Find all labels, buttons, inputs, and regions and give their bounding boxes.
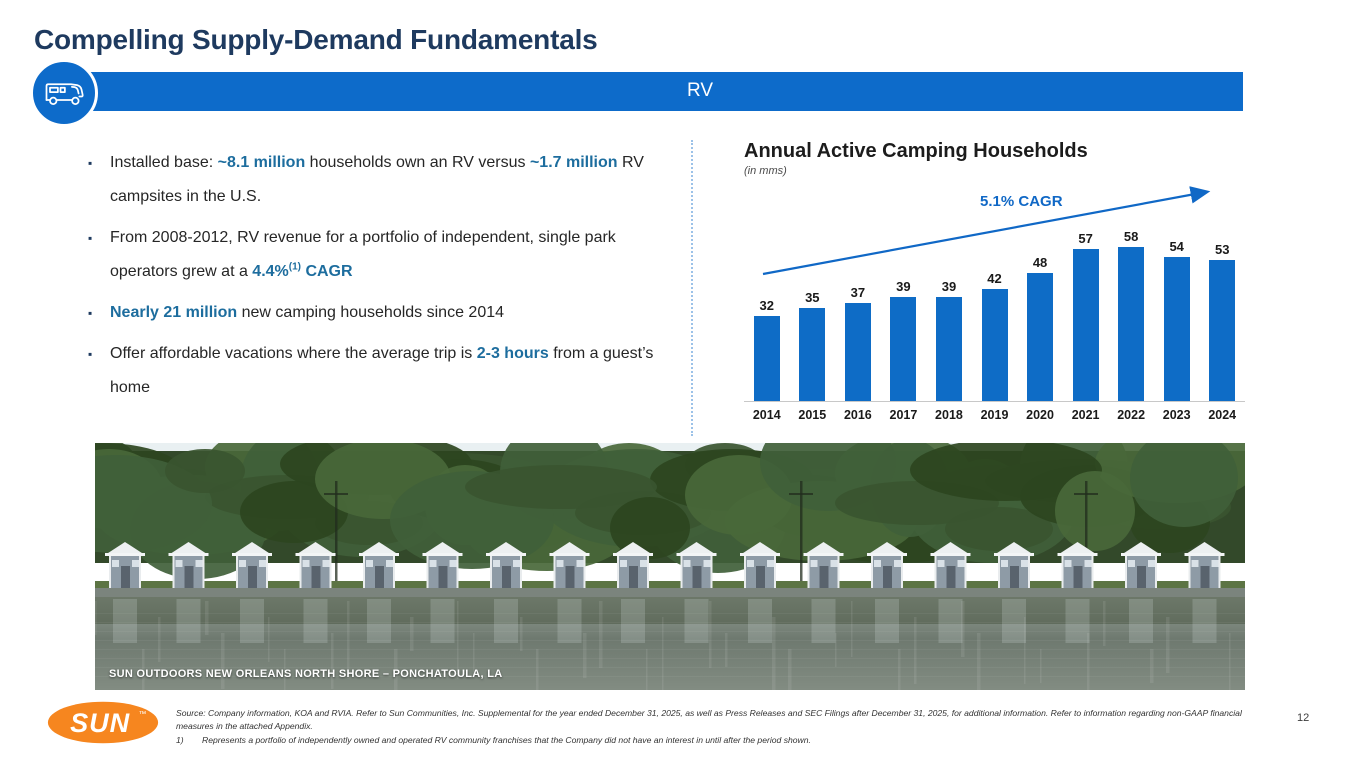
chart-subtitle: (in mms)	[744, 165, 787, 177]
chart-years	[744, 408, 1245, 422]
rv-section-banner	[60, 72, 1243, 111]
photo-scene	[95, 443, 1245, 690]
source-note: Source: Company information, KOA and RVIA. Refer to Sun Communities, Inc. Supplemental for the year ended December 31, 2025, as well as Press Releases and SEC Filings after December 31, 2025, for additional information. Refer to information regarding non-GAAP financial measures in the attached Appendix.	[176, 708, 1242, 732]
camping-households-chart	[744, 140, 1245, 422]
bullet-text: Nearly 21 million new camping households since 2014	[110, 304, 505, 321]
page-number: 12	[1297, 712, 1310, 724]
rv-motorhome-icon	[43, 78, 85, 108]
sun-logo	[45, 699, 161, 746]
bullet-item	[88, 296, 668, 330]
sun-logo-tm: ™	[138, 709, 147, 719]
bullet-marker: ▪	[88, 347, 93, 361]
bar-value-label: 39	[941, 279, 957, 295]
bullet-item	[88, 337, 668, 405]
bar-value-label: 37	[850, 284, 866, 300]
cagr-trend-arrow	[744, 183, 1245, 402]
bullet-item	[88, 221, 668, 289]
x-axis-label: 2018	[935, 408, 963, 422]
bar-value-label: 57	[1078, 231, 1093, 247]
cagr-annotation: 5.1% CAGR	[980, 193, 1063, 210]
footnote-number: 1)	[176, 734, 184, 745]
bar-value-label: 48	[1032, 255, 1048, 271]
x-axis-label: 2020	[1026, 408, 1054, 422]
chart-title: Annual Active Camping Households	[744, 140, 1088, 162]
x-axis-label: 2014	[752, 408, 781, 422]
rv-icon-badge	[30, 59, 98, 127]
x-axis-label: 2017	[889, 408, 918, 422]
bar-value-label: 54	[1169, 239, 1184, 255]
x-axis-label: 2024	[1208, 408, 1237, 422]
bullet-text: Offer affordable vacations where the average trip is 2-3 hours from a guest’s home	[110, 345, 654, 396]
bullet-text: Installed base: ~8.1 million households own an RV versus ~1.7 million RV campsites in the U.S.	[110, 154, 644, 205]
page-title: Compelling Supply-Demand Fundamentals	[34, 24, 598, 55]
sun-logo-text: SUN	[70, 708, 131, 739]
bar-value-label: 32	[759, 297, 774, 313]
bullet-list	[88, 146, 668, 412]
footer-disclosures	[176, 707, 1262, 747]
bar-value-label: 53	[1215, 242, 1230, 258]
vertical-divider	[691, 140, 693, 436]
x-axis-label: 2015	[798, 408, 827, 422]
bullet-marker: ▪	[88, 306, 93, 320]
x-axis-label: 2021	[1071, 408, 1100, 422]
x-axis-label: 2016	[843, 408, 872, 422]
bullet-text: From 2008-2012, RV revenue for a portfolio of independent, single park operators grew at a 4.4%$^{(1)}$ CAGR	[110, 229, 616, 280]
bullet-item	[88, 146, 668, 214]
bar-value-label: 58	[1123, 228, 1139, 244]
bar-value-label: 35	[805, 289, 820, 305]
footnote-1	[176, 734, 1262, 747]
bar-value-label: 39	[896, 279, 911, 295]
chart-plot-area	[744, 183, 1245, 402]
footnote-text: Represents a portfolio of independently owned and operated RV community franchises that the Company did not have an interest in until after the period shown.	[202, 734, 811, 745]
bar-value-label: 42	[987, 271, 1002, 287]
bullet-marker: ▪	[88, 156, 93, 170]
property-photo	[95, 443, 1245, 690]
x-axis-label: 2022	[1117, 408, 1146, 422]
x-axis-label: 2023	[1162, 408, 1191, 422]
photo-caption: SUN OUTDOORS NEW ORLEANS NORTH SHORE – PONCHATOULA, LA	[109, 668, 503, 680]
bullet-marker: ▪	[88, 231, 93, 245]
x-axis-label: 2019	[980, 408, 1009, 422]
banner-label: RV	[687, 80, 714, 101]
